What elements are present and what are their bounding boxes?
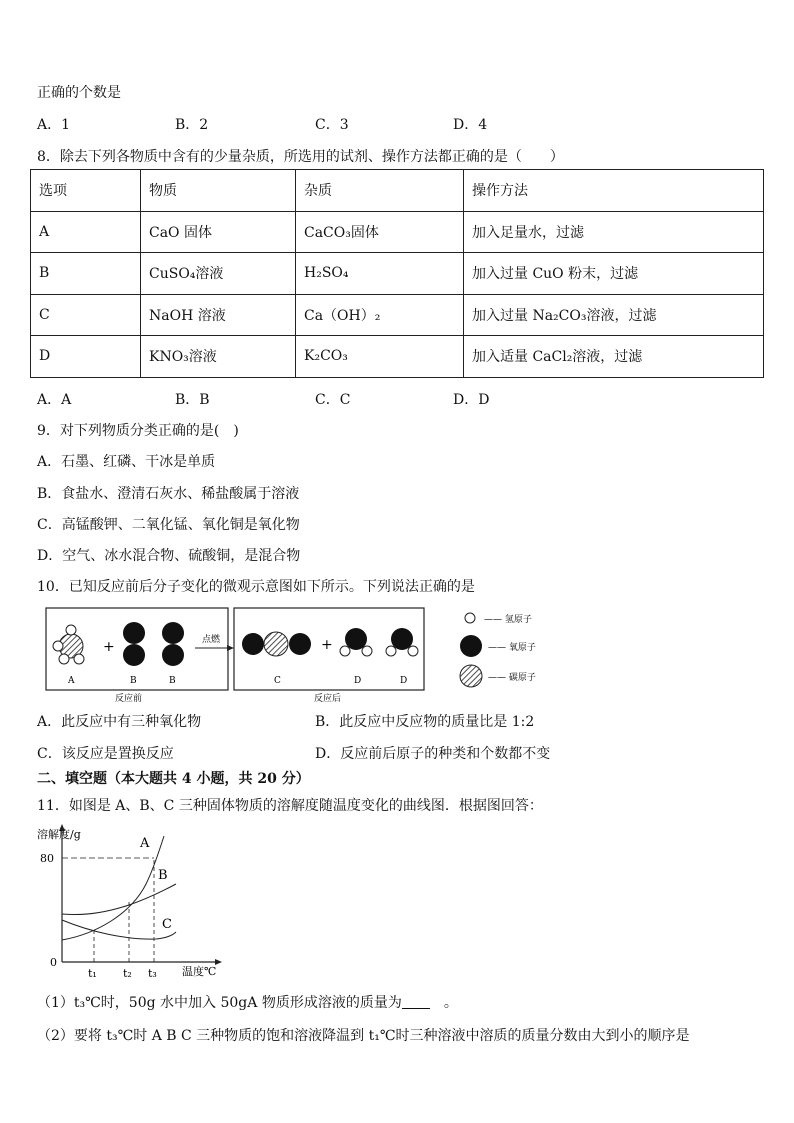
q10-option-c: C．该反应是置换反应 [37, 746, 174, 762]
q9-stem: 9．对下列物质分类正确的是( ) [37, 423, 239, 439]
table-header-cell: 物质 [141, 170, 296, 212]
molecule-a [53, 625, 84, 664]
q11-sub1-text: （1）t₃℃时，50g 水中加入 50gA 物质形成溶液的质量为 [37, 995, 402, 1011]
label-d2: D [400, 676, 408, 686]
q8-option-d: D．D [453, 392, 490, 408]
molecule-d1 [340, 628, 372, 656]
table-header-cell: 杂质 [296, 170, 464, 212]
curve-a [62, 836, 164, 940]
table-cell: C [31, 294, 141, 336]
table-header-cell: 选项 [31, 170, 141, 212]
table-cell: B [31, 253, 141, 295]
table-cell: CaO 固体 [141, 211, 296, 253]
q7-stem-tail: 正确的个数是 [37, 85, 121, 101]
q9-option-d: D．空气、冰水混合物、硫酸铜，是混合物 [37, 548, 301, 564]
legend-oxygen-label: —— 氧原子 [488, 643, 536, 653]
x-tick-t3: t₃ [148, 967, 157, 980]
x-tick-t2: t₂ [123, 967, 132, 980]
answer-blank[interactable] [402, 994, 430, 1009]
table-cell: D [31, 336, 141, 378]
curve-c-label: C [162, 917, 172, 932]
q9-option-b: B．食盐水、澄清石灰水、稀盐酸属于溶液 [37, 486, 300, 502]
q11-stem: 11．如图是 A、B、C 三种固体物质的溶解度随温度变化的曲线图．根据图回答： [37, 798, 543, 814]
after-label: 反应后 [314, 694, 342, 704]
q7-option-a: A．1 [37, 117, 71, 133]
table-cell: CaCO₃固体 [296, 211, 464, 253]
table-cell: 加入过量 CuO 粉末，过滤 [464, 253, 764, 295]
label-b2: B [169, 676, 176, 686]
label-c: C [274, 676, 281, 686]
legend-oxygen [460, 635, 482, 657]
label-d1: D [354, 676, 362, 686]
molecule-b2 [162, 622, 184, 666]
table-row [31, 294, 764, 336]
table-cell: K₂CO₃ [296, 336, 464, 378]
plus-sign-before: + [103, 639, 115, 655]
q11-sub2: （2）要将 t₃℃时 A B C 三种物质的饱和溶液降温到 t₁℃时三种溶液中溶质的质量分数由大到小的顺序是 [37, 1028, 690, 1044]
molecule-d2 [386, 628, 418, 656]
q8-option-a: A．A [37, 392, 72, 408]
reaction-diagram [40, 604, 570, 704]
curve-b [62, 884, 176, 915]
table-cell: A [31, 211, 141, 253]
q7-option-c: C．3 [315, 117, 349, 133]
q7-option-d: D．4 [453, 117, 488, 133]
table-cell: 加入过量 Na₂CO₃溶液，过滤 [464, 294, 764, 336]
legend-carbon [460, 665, 482, 687]
label-b1: B [130, 676, 137, 686]
legend-hydrogen [465, 613, 475, 623]
curve-a-label: A [140, 836, 150, 851]
y-axis-label: 溶解度/g [37, 828, 81, 841]
q9-option-a: A．石墨、红磷、干冰是单质 [37, 454, 216, 470]
x-tick-t1: t₁ [88, 967, 97, 980]
molecule-b1 [123, 622, 145, 666]
table-cell: Ca（OH）₂ [296, 294, 464, 336]
q8-stem: 8．除去下列各物质中含有的少量杂质，所选用的试剂、操作方法都正确的是（ ） [37, 149, 564, 165]
table-cell: H₂SO₄ [296, 253, 464, 295]
table-cell: NaOH 溶液 [141, 294, 296, 336]
q10-option-b: B．此反应中反应物的质量比是 1:2 [315, 714, 535, 730]
legend-carbon-label: —— 碳原子 [488, 673, 536, 683]
q11-sub1-end: 。 [443, 995, 458, 1011]
q10-option-a: A．此反应中有三种氧化物 [37, 714, 202, 730]
table-row [31, 253, 764, 295]
table-cell: KNO₃溶液 [141, 336, 296, 378]
q8-table [30, 169, 764, 378]
origin-label: 0 [50, 956, 57, 969]
table-cell: 加入足量水，过滤 [464, 211, 764, 253]
curve-b-label: B [158, 868, 168, 883]
x-axis-label: 温度℃ [182, 965, 217, 978]
solubility-chart [36, 822, 236, 982]
arrow-label: 点燃 [202, 635, 221, 645]
table-header-cell: 操作方法 [464, 170, 764, 212]
plus-sign-after: + [321, 637, 333, 653]
legend-hydrogen-label: —— 氢原子 [484, 615, 532, 625]
q7-option-b: B．2 [175, 117, 209, 133]
label-a: A [68, 676, 75, 686]
table-header-row [31, 170, 764, 212]
q9-option-c: C．高锰酸钾、二氧化锰、氧化铜是氧化物 [37, 517, 300, 533]
section-title: 二、填空题（本大题共 4 小题，共 20 分） [37, 771, 310, 787]
q11-sub1 [37, 992, 458, 1012]
q10-stem: 10．已知反应前后分子变化的微观示意图如下所示。下列说法正确的是 [37, 579, 475, 595]
table-row [31, 211, 764, 253]
molecule-c [242, 632, 311, 656]
before-label: 反应前 [115, 694, 143, 704]
y-tick-80: 80 [40, 852, 54, 865]
q8-option-c: C．C [315, 392, 351, 408]
table-cell: 加入适量 CaCl₂溶液，过滤 [464, 336, 764, 378]
table-cell: CuSO₄溶液 [141, 253, 296, 295]
table-row [31, 336, 764, 378]
q10-option-d: D．反应前后原子的种类和个数都不变 [315, 746, 551, 762]
q8-option-b: B．B [175, 392, 210, 408]
